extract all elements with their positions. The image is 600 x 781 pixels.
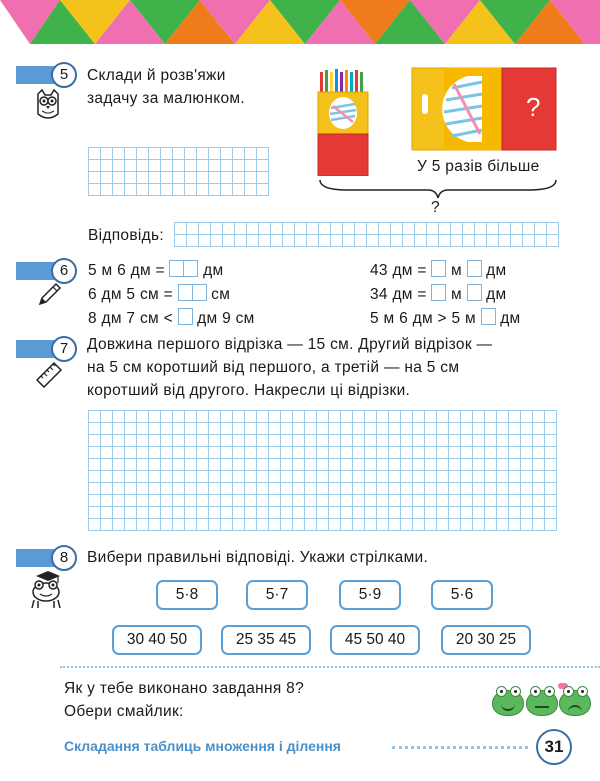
task-5-number: 5 <box>51 62 77 88</box>
task-8-text: Вибери правильні відповіді. Укажи стрілками. <box>87 549 429 566</box>
owl-icon <box>34 88 62 122</box>
divider-dotted <box>60 666 600 668</box>
answer-option-2[interactable]: 25 35 45 <box>221 625 311 655</box>
task-5-work-grid[interactable] <box>88 147 269 196</box>
ruler-icon <box>34 358 64 388</box>
answer-option-4[interactable]: 20 30 25 <box>441 625 531 655</box>
task-7-line1: Довжина першого відрізка — 15 см. Другий відрізок — <box>87 336 493 353</box>
answer-box[interactable] <box>193 284 207 301</box>
expression-5x7[interactable]: 5·7 <box>246 580 308 610</box>
t6-right-row3-c: дм <box>500 310 521 327</box>
t6-left-row3-a: 8 дм 7 см < <box>88 310 173 327</box>
task-8-number: 8 <box>51 545 77 571</box>
task-5-text-line1: Склади й розв'яжи <box>87 67 226 84</box>
t6-right-row2-a: 34 дм = <box>370 286 427 303</box>
smiley-happy-frog-icon[interactable] <box>492 690 524 716</box>
answer-box[interactable] <box>178 284 193 301</box>
self-check-line2: Обери смайлик: <box>64 703 184 720</box>
task-5-text-line2: задачу за малюнком. <box>87 90 245 107</box>
task-7-number: 7 <box>51 336 77 362</box>
t6-left-row1-a: 5 м 6 дм = <box>88 262 165 279</box>
answer-box[interactable] <box>481 308 496 325</box>
t6-right-row1-b: м <box>450 262 462 279</box>
box-times-label: У 5 разів більше <box>417 158 540 175</box>
task-7-line2: на 5 см коротший від першого, а третій — на 5 см <box>87 359 460 376</box>
t6-right-row3-a: 5 м 6 дм > 5 м <box>370 310 476 327</box>
footer-dots <box>392 746 528 749</box>
t6-right-row2-c: дм <box>486 286 507 303</box>
decorative-banner <box>0 0 600 44</box>
brace-question-mark: ? <box>431 199 440 216</box>
t6-right-row2-b: м <box>450 286 462 303</box>
smiley-sad-frog-icon[interactable] <box>559 690 591 716</box>
answer-option-3[interactable]: 45 50 40 <box>330 625 420 655</box>
frog-graduate-icon <box>28 570 64 610</box>
t6-right-row1-c: дм <box>486 262 507 279</box>
footer-title: Складання таблиць множення і ділення <box>64 738 341 754</box>
answer-box[interactable] <box>169 260 184 277</box>
answer-box[interactable] <box>184 260 198 277</box>
t6-left-row2-a: 6 дм 5 см = <box>88 286 173 303</box>
expression-5x9[interactable]: 5·9 <box>339 580 401 610</box>
answer-box[interactable] <box>178 308 193 325</box>
task-7-line3: коротший від другого. Накресли ці відрізки. <box>87 382 411 399</box>
self-check-line1: Як у тебе виконано завдання 8? <box>64 680 304 697</box>
pencil-box-illustration <box>314 64 374 176</box>
t6-right-row1 <box>370 259 506 282</box>
task-7-drawing-grid[interactable] <box>88 410 557 531</box>
smiley-neutral-frog-icon[interactable] <box>526 690 558 716</box>
t6-right-row3 <box>370 307 521 330</box>
t6-left-row1 <box>88 259 223 282</box>
task-6-number: 6 <box>51 258 77 284</box>
expression-5x8[interactable]: 5·8 <box>156 580 218 610</box>
answer-box[interactable] <box>467 284 482 301</box>
t6-left-row3 <box>88 307 255 330</box>
t6-left-row2-b: см <box>211 286 231 303</box>
t6-right-row2 <box>370 283 506 306</box>
answer-grid[interactable] <box>174 222 559 247</box>
answer-option-1[interactable]: 30 40 50 <box>112 625 202 655</box>
answer-box[interactable] <box>431 284 446 301</box>
page-number: 31 <box>536 729 572 765</box>
answer-box[interactable] <box>431 260 446 277</box>
big-box-question: ? <box>526 92 541 122</box>
t6-left-row3-b: дм 9 см <box>197 310 255 327</box>
answer-box[interactable] <box>467 260 482 277</box>
t6-left-row1-b: дм <box>203 262 224 279</box>
t6-left-row2 <box>88 283 230 306</box>
t6-right-row1-a: 43 дм = <box>370 262 427 279</box>
expression-5x6[interactable]: 5·6 <box>431 580 493 610</box>
pencil-icon <box>36 282 62 308</box>
answer-label: Відповідь: <box>88 227 164 244</box>
